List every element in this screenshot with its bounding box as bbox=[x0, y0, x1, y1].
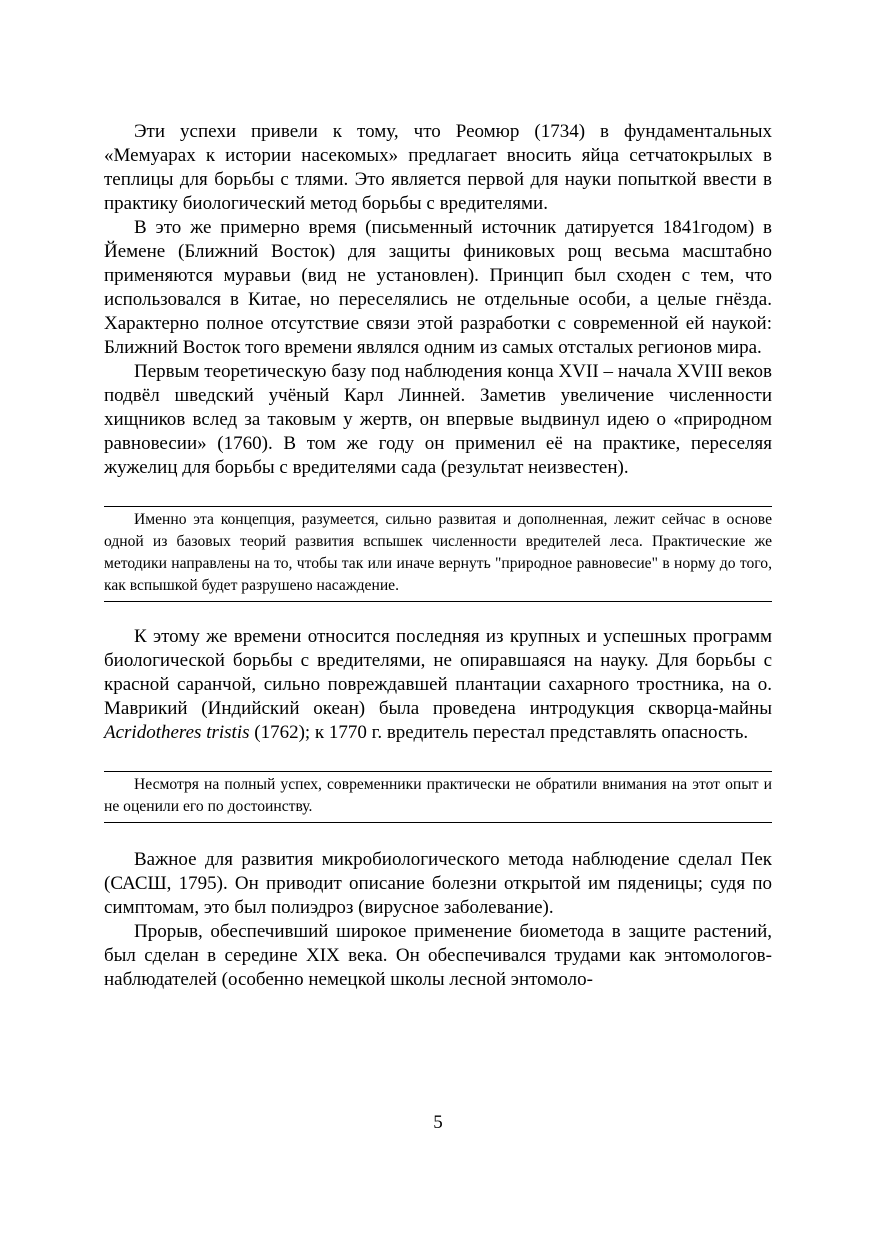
page-number: 5 bbox=[433, 1112, 443, 1133]
paragraph-reaumur: Эти успехи привели к тому, что Реомюр (1734) в фундаментальных «Мемуарах к истории насекомых» предлагает вносить яйца сетчатокрылых в теплицы для борьбы с тлями. Это является первой для науки попыткой ввести в практику биологический метод борьбы с вредителями. bbox=[104, 121, 772, 214]
paragraph-peck: Важное для развития микробиологического метода наблюдение сделал Пек (САСШ, 1795). Он приводит описание болезни открытой им пяденицы; судя по симптомам, это был полиэдроз (вирусное заболевание). bbox=[104, 849, 772, 918]
note-concept: Именно эта концепция, разумеется, сильно развитая и дополненная, лежит сейчас в основе одной из базовых теорий развития вспышек численности вредителей леса. Практические же методики направлены на то, чтобы так или иначе вернуть "природное равновесие" в норму до того, как вспышкой будет разрушено насаждение. bbox=[104, 506, 772, 602]
paragraph-mauritius-text-2: (1762); к 1770 г. вредитель перестал представлять опасность. bbox=[249, 722, 749, 743]
paragraph-mauritius-text-1: К этому же времени относится последняя из крупных и успешных программ биологической борьбы с вредителями, не опиравшаяся на науку. Для борьбы с красной саранчой, сильно повреждавшей плантации сахарного тростника, на о. Маврикий (Индийский океан) была проведена интродукция скворца-майны bbox=[104, 626, 772, 719]
paragraph-linnaeus: Первым теоретическую базу под наблюдения конца XVII – начала XVIII веков подвёл шведский учёный Карл Линней. Заметив увеличение численности хищников вслед за таковым у жертв, он впервые выдвинул идею о «природном равновесии» (1760). В том же году он применил её на практике, переселяя жужелиц для борьбы с вредителями сада (результат неизвестен). bbox=[104, 361, 772, 478]
paragraph-mauritius bbox=[104, 625, 772, 745]
note-contemporaries: Несмотря на полный успех, современники практически не обратили внимания на этот опыт и не оценили его по достоинству. bbox=[104, 771, 772, 823]
page-body bbox=[104, 120, 772, 992]
paragraph-yemen: В это же примерно время (письменный источник датируется 1841годом) в Йемене (Ближний Восток) для защиты финиковых рощ весьма масштабно применяются муравьи (вид не установлен). Принцип был сходен с тем, что использовался в Китае, но переселялись не отдельные особи, а целые гнёзда. Характерно полное отсутствие связи этой разработки с современной ей наукой: Ближний Восток того времени являлся одним из самых отсталых регионов мира. bbox=[104, 217, 772, 358]
species-name-italic: Acridotheres tristis bbox=[104, 722, 250, 743]
paragraph-breakthrough: Прорыв, обеспечивший широкое применение биометода в защите растений, был сделан в середине XIX века. Он обеспечивался трудами как энтомологов-наблюдателей (особенно немецкой школы лесной энтомоло- bbox=[104, 921, 772, 990]
